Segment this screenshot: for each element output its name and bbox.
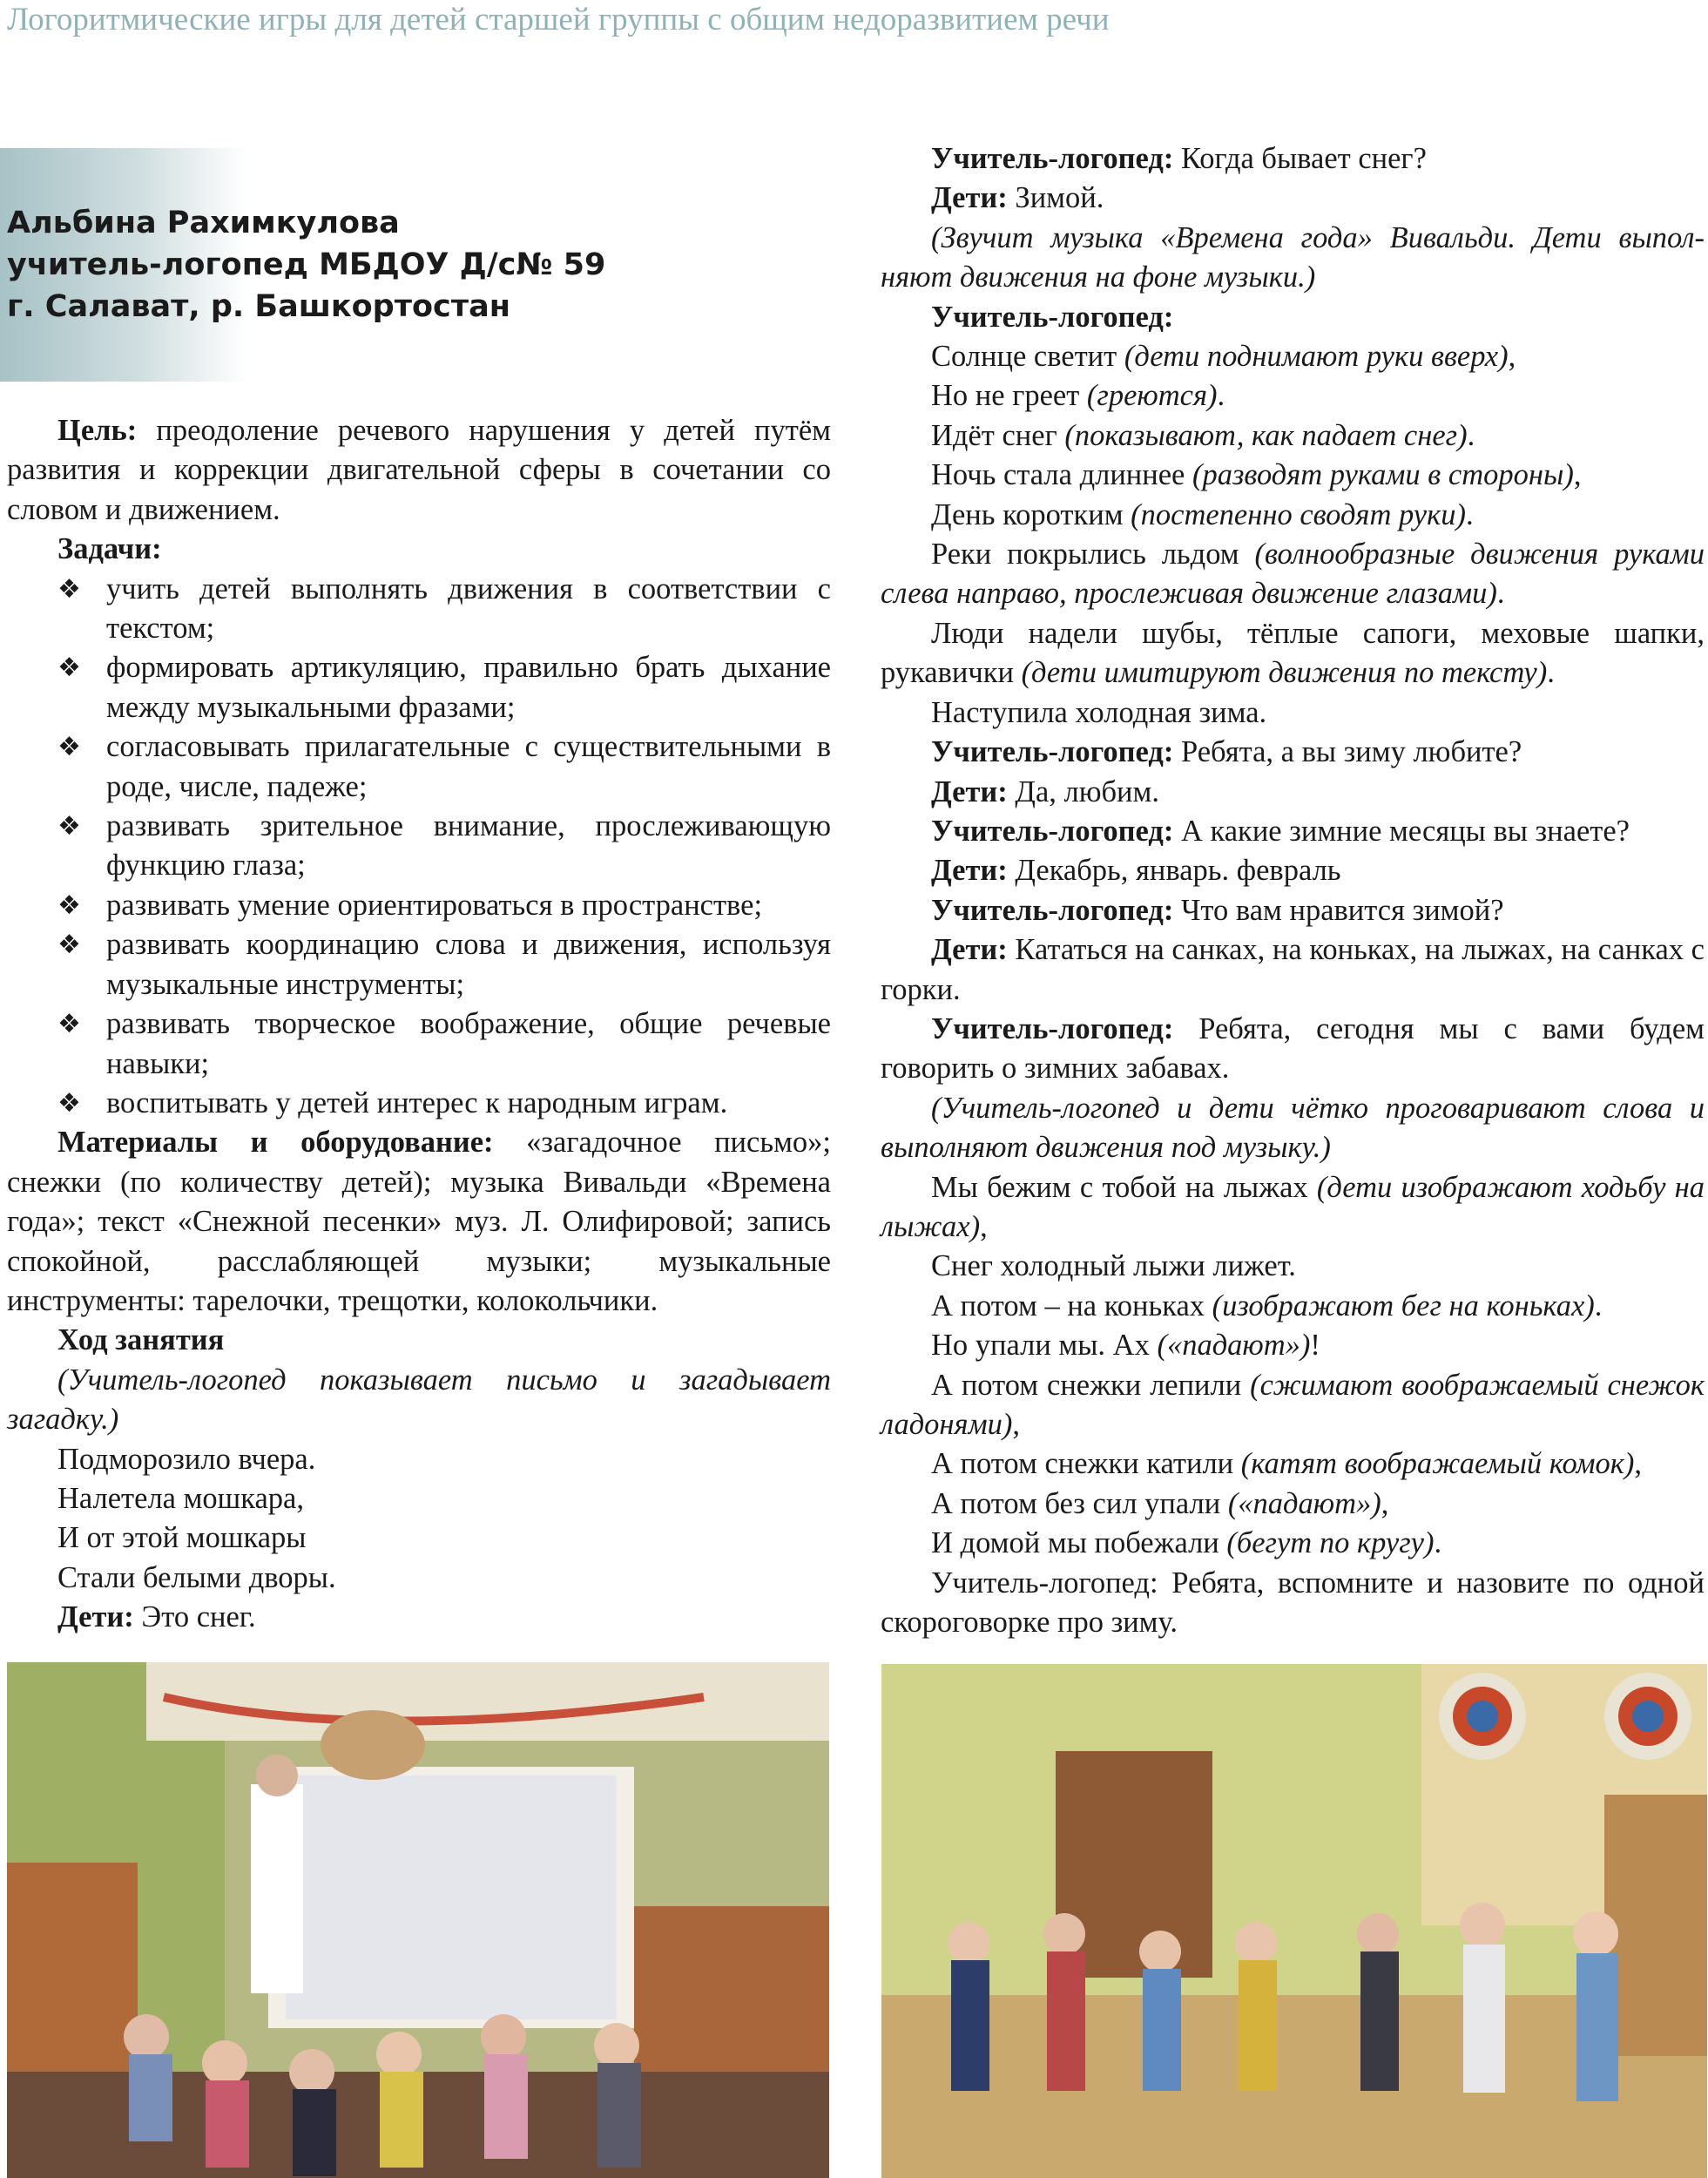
riddle-line: И от этой мошкары	[57, 1521, 307, 1555]
poem-line: Идёт снег (показывают, как падает снег).	[931, 418, 1475, 452]
diamond-bullet-icon: ❖	[57, 889, 81, 921]
riddle-line: Подморозило вчера.	[57, 1442, 316, 1476]
dialog-line: Учитель-логопед: Ребята, а вы зиму любите?	[931, 735, 1522, 769]
diamond-bullet-icon: ❖	[57, 653, 81, 684]
song-line: И домой мы побежали (бегут по кругу).	[931, 1526, 1442, 1560]
task-item: ❖ согласовывать прилагательные с существительными в роде, числе, падеже;	[7, 727, 831, 807]
materials-text: «загадочное письмо»; снежки (по количеству детей); музыка Вивальди «Времена года»; текст «Снежной песенки» муз. Л. Олифировой; запись спокойной, расслабляющей музыки; музыкальные инструменты: тарелочки, трещотки, колокольчики.	[7, 1126, 831, 1317]
classroom-photo-left	[7, 1662, 829, 2178]
classroom-photo-left-image	[7, 1662, 829, 2178]
poem-line: Ночь стала длиннее (разводят руками в стороны),	[931, 458, 1582, 492]
dialog-line: Учитель-логопед: Когда бывает снег?	[931, 142, 1427, 175]
goal-text: преодоление речевого нарушения у детей путём развития и коррекции двигательной сферы в сочетании со словом и движением.	[7, 414, 831, 526]
course-heading: Ход занятия	[57, 1323, 225, 1357]
song-line: А потом без сил упали («падают»),	[931, 1486, 1389, 1520]
materials-label: Материалы и оборудование:	[57, 1126, 494, 1160]
final-paragraph: Учитель-логопед: Ребята, вспомните и назовите по одной скороговорке про зиму.	[881, 1566, 1705, 1640]
task-item: ❖ развивать зрительное внимание, прослеживающую функцию глаза;	[7, 807, 831, 886]
music-note: (Звучит музыка «Времена года» Вивальди. Дети выполняют движения на фоне музыки.)	[881, 220, 1705, 294]
dialog-paragraph: Учитель-логопед: Ребята, сегодня мы с вами будем говорить о зимних забавах.	[881, 1011, 1705, 1086]
song-line: А потом – на коньках (изображают бег на коньках).	[931, 1289, 1603, 1322]
dialog-line: Дети: Зимой.	[931, 181, 1104, 215]
tasks-heading: Задачи:	[57, 532, 162, 566]
author-position: учитель-логопед МБДОУ Д/с№ 59	[7, 247, 606, 282]
song-line: Снег холодный лыжи лижет.	[931, 1249, 1296, 1283]
riddle-line: Налетела мошкара,	[57, 1481, 304, 1515]
diamond-bullet-icon: ❖	[57, 930, 81, 961]
riddle-line: Стали белыми дворы.	[57, 1560, 336, 1594]
author-name: Альбина Рахимкулова	[7, 206, 400, 240]
poem-line: Солнце светит (дети поднимают руки вверх),	[931, 340, 1516, 374]
task-item: ❖ формировать артикуляцию, правильно брать дыхание между музыкальными фразами;	[7, 648, 831, 727]
teacher-label: Учитель-логопед:	[931, 300, 1174, 334]
song-line: А потом снежки лепили (сжимают воображаемый снежок ладонями),	[881, 1368, 1705, 1441]
dialog-line: Учитель-логопед: А какие зимние месяцы вы знаете?	[931, 814, 1630, 848]
author-block	[7, 202, 826, 328]
diamond-bullet-icon: ❖	[57, 1009, 81, 1040]
poem-line: День коротким (постепенно сводят руки).	[931, 497, 1474, 531]
winter-came: Наступила холодная зима.	[931, 695, 1267, 729]
dialog-line: Дети: Декабрь, январь. февраль	[931, 854, 1341, 888]
song-line: А потом снежки катили (катят воображаемый комок),	[931, 1447, 1642, 1481]
rivers-paragraph: Реки покрылись льдом (волнообразные движения руками слева направо, прослеживая движение глазами).	[881, 538, 1705, 611]
task-item: ❖ воспитывать у детей интерес к народным играм.	[7, 1084, 831, 1123]
goal-label: Цель:	[57, 414, 138, 447]
song-line: Но упали мы. Ах («падают»)!	[931, 1329, 1320, 1363]
diamond-bullet-icon: ❖	[57, 1087, 81, 1119]
people-paragraph: Люди надели шубы, тёплые сапоги, меховые шапки, рукавички (дети имитируют движения по тексту).	[881, 616, 1705, 690]
dialog-line: Учитель-логопед: Что вам нравится зимой?	[931, 893, 1504, 927]
diamond-bullet-icon: ❖	[57, 811, 81, 842]
dialog-paragraph: Дети: Кататься на санках, на коньках, на лыжах, на санках с горки.	[881, 933, 1705, 1006]
right-column	[881, 139, 1705, 1642]
materials-paragraph	[7, 1123, 831, 1321]
gym-photo-right	[881, 1664, 1707, 2178]
song-note: (Учитель-логопед и дети чётко проговаривают слова и выполняют движения под музыку.)	[881, 1091, 1705, 1165]
left-column	[7, 411, 831, 1638]
dialog-line: Дети: Да, любим.	[931, 774, 1159, 808]
task-item: ❖ развивать координацию слова и движения, используя музыкальные инструменты;	[7, 925, 831, 1004]
tasks-list	[7, 570, 831, 1124]
poem-line: Но не греет (греются).	[931, 379, 1225, 413]
children-answer: Дети: Это снег.	[57, 1600, 256, 1634]
course-note: (Учитель-логопед показывает письмо и загадывает загадку.)	[7, 1363, 831, 1437]
goal-paragraph	[7, 411, 831, 530]
page-title: Логоритмические игры для детей старшей группы с общим недоразвитием речи	[7, 2, 1110, 37]
task-item: ❖ учить детей выполнять движения в соответствии с текстом;	[7, 570, 831, 649]
author-location: г. Салават, р. Башкортостан	[7, 289, 510, 324]
task-item: ❖ развивать умение ориентироваться в пространстве;	[7, 886, 831, 925]
task-item: ❖ развивать творческое воображение, общие речевые навыки;	[7, 1004, 831, 1084]
diamond-bullet-icon: ❖	[57, 573, 81, 605]
song-line: Мы бежим с тобой на лыжах (дети изображают ходьбу на лыжах),	[881, 1170, 1705, 1243]
gym-photo-right-image	[881, 1664, 1707, 2178]
diamond-bullet-icon: ❖	[57, 732, 81, 763]
